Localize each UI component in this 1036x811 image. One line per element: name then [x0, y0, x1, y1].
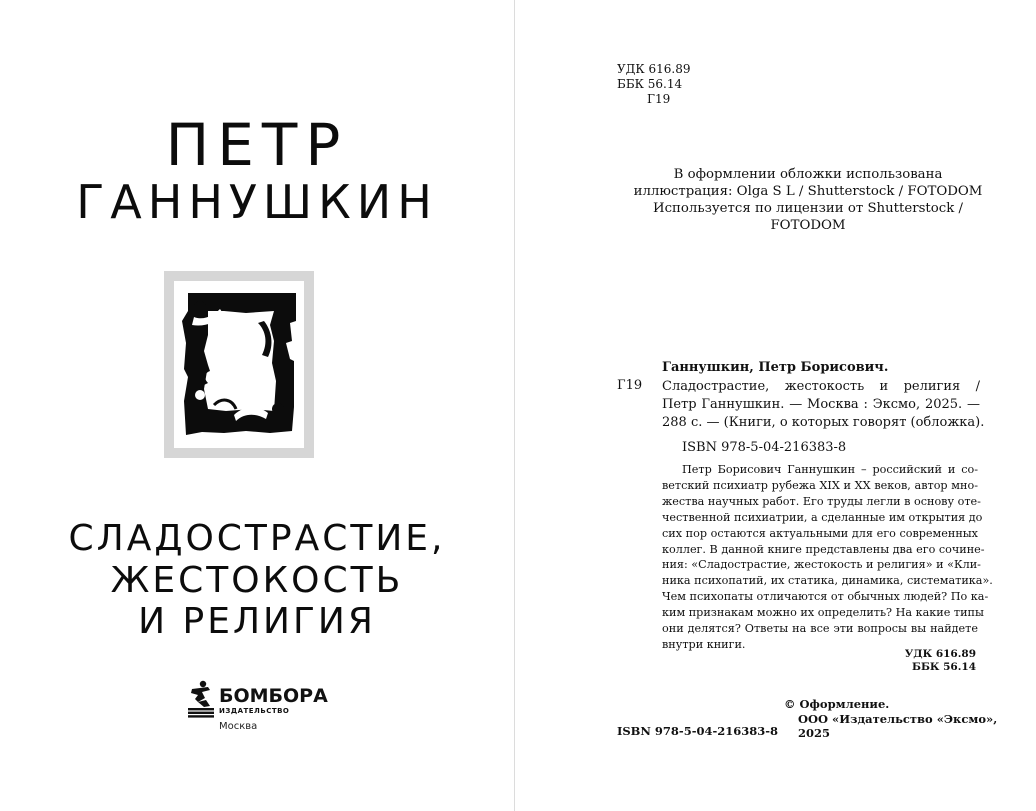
credits-line: В оформлении обложки использована	[673, 167, 943, 182]
bbk-code: ББК 56.14	[911, 661, 976, 673]
running-figure-logo-icon	[186, 680, 218, 718]
annotation-line: ния: «Сладострастие, жестокость и религия» и «Кли-	[662, 558, 981, 572]
copyright-notice	[784, 697, 997, 741]
book-title-line-1: СЛАДОСТРАСТИЕ,	[68, 518, 446, 559]
silhouette-figures-frame-icon	[174, 281, 304, 448]
isbn-footer: ISBN 978-5-04-216383-8	[617, 724, 779, 738]
illustration-frame	[164, 271, 314, 458]
bibliography-record	[662, 378, 985, 432]
credits-line: иллюстрация: Olga S L / Shutterstock / FOTODOM	[633, 184, 983, 199]
bibliography-heading: Ганнушкин, Петр Борисович.	[662, 360, 889, 375]
copyright-line: 2025	[798, 726, 831, 740]
classification-codes-bottom	[880, 648, 976, 674]
annotation-line: чественной психиатрии, а сделанные им открытия до	[662, 510, 983, 524]
annotation-line: они делятся? Ответы на все эти вопросы вы найдете	[662, 622, 978, 636]
publisher-city: Москва	[219, 721, 258, 732]
bibliography-isbn: ISBN 978-5-04-216383-8	[682, 440, 847, 455]
classification-codes-top	[617, 62, 691, 107]
publisher-subtitle: ИЗДАТЕЛЬСТВО	[219, 707, 290, 715]
bbk-code: ББК 56.14	[617, 77, 683, 91]
annotation-line: сих пор остаются актуальными для его современных	[662, 526, 978, 540]
bibliography-code: Г19	[617, 378, 643, 393]
book-title-line-3: И РЕЛИГИЯ	[138, 601, 376, 642]
author-first-name: ПЕТР	[165, 111, 349, 179]
publisher-logo	[186, 680, 326, 740]
annotation-line: коллег. В данной книге представлены два его сочине-	[662, 542, 985, 556]
author-last-name: ГАННУШКИН	[76, 175, 438, 229]
udk-code: УДК 616.89	[617, 62, 691, 76]
annotation-line: Петр Борисович Ганнушкин – российский и со-	[682, 463, 978, 476]
bibliography-line: Сладострастие, жестокость и религия /	[662, 379, 980, 394]
bibliography-line: 288 с. — (Книги, о которых говорят (обложка).	[662, 415, 985, 430]
annotation-line: ветский психиатр рубежа XIX и XX веков, автор мно-	[662, 478, 978, 492]
annotation-line: ника психопатий, их статика, динамика, систематика».	[662, 574, 993, 588]
annotation-line: внутри книги.	[662, 637, 746, 651]
cover-credits	[612, 166, 1004, 234]
credits-line: Используется по лицензии от Shutterstock /	[653, 201, 963, 216]
annotation-line: Чем психопаты отличаются от обычных людей? По ка-	[662, 590, 989, 604]
left-page	[0, 0, 514, 811]
book-title-line-2: ЖЕСТОКОСТЬ	[110, 560, 404, 601]
annotation-line: жества научных работ. Его труды легли в основу оте-	[662, 494, 981, 508]
bibliography-line: Петр Ганнушкин. — Москва : Эксмо, 2025. —	[662, 397, 980, 412]
udk-code: УДК 616.89	[904, 648, 976, 660]
copyright-line: ООО «Издательство «Эксмо»,	[798, 711, 998, 726]
publisher-name: БОМБОРА	[219, 685, 328, 707]
annotation	[662, 462, 993, 653]
illustration	[174, 281, 304, 448]
copyright-line: © Оформление.	[784, 697, 890, 711]
annotation-line: ким признакам можно их определить? На какие типы	[662, 606, 984, 620]
author-mark: Г19	[647, 92, 671, 106]
credits-line: FOTODOM	[770, 218, 846, 233]
